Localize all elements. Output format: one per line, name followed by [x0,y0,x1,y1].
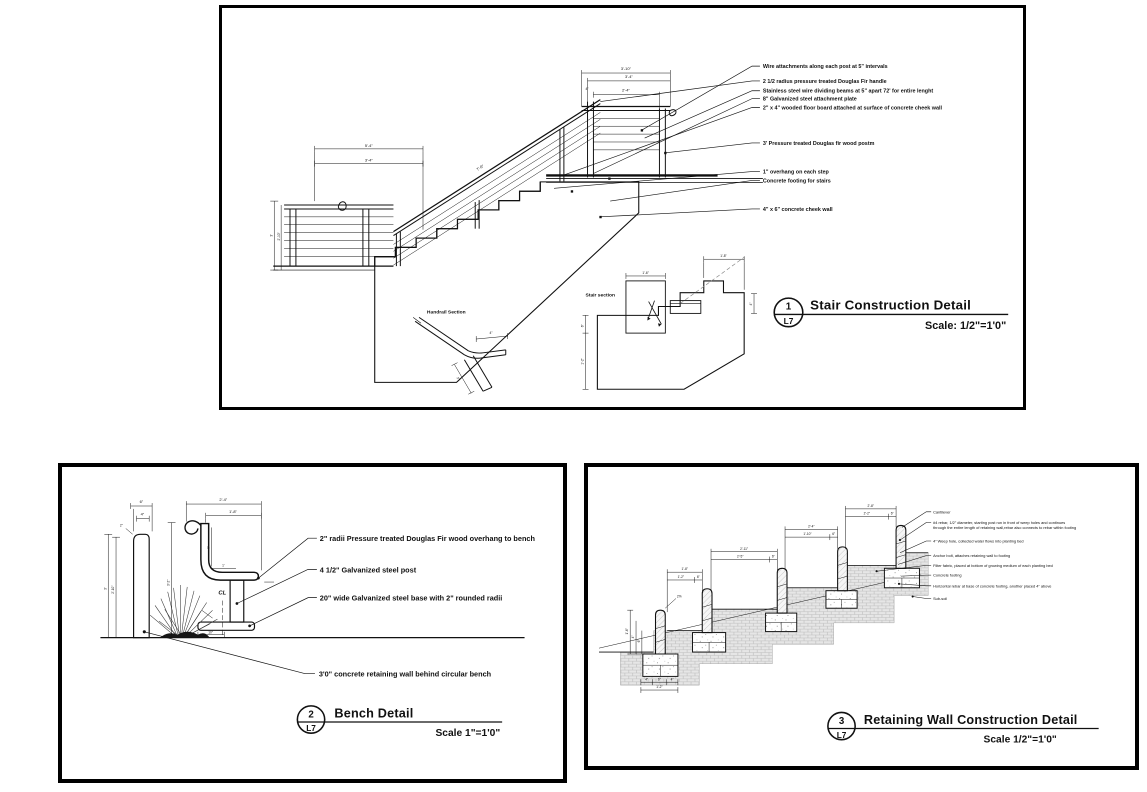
dim-label: 4" [670,677,674,682]
stair-elevation [273,100,763,383]
dim-label: 2'-10" [277,232,282,241]
annotation: Wire attachments along each post at 5" intervals [762,64,888,71]
dim-label: 2" [119,523,123,528]
dim-label: 2'-4" [808,524,815,529]
dim-label: 1'-2" [677,575,685,580]
detail-scale: Scale 1"=1'0" [435,728,501,740]
annotation: 20" wide Galvanized steel base with 2" rounded radii [319,593,503,603]
annotation: Horizontal rebar at base of concrete footing, another placed 4" above [933,583,1052,589]
stair-section-label: Stair section [585,293,616,299]
dim-label: 2" [455,376,461,381]
stair-detail-panel [219,5,1026,410]
wall-title-block [828,712,1099,745]
dim-label: 6" [657,677,661,682]
stair-annotations [763,64,943,213]
bench-dimensions [103,497,274,638]
detail-number: 2 [308,709,314,721]
bench-annotations [319,534,535,679]
dim-label: 6" [139,499,144,505]
detail-scale: Scale 1/2"=1'0" [983,734,1057,746]
annotation: Sub-soil [933,595,948,601]
annotation: 8" Galvanized steel attachment plate [762,96,857,103]
centerline-symbol: CL [218,590,227,597]
dim-label: 2'-5" [737,554,744,559]
annotation: 4 1/2" Galvanized steel post [319,565,417,575]
dim-label: 3'-10" [620,66,631,72]
annotation: 3'0" concrete retaining wall behind circular bench [318,669,492,679]
dim-label: 4" [489,331,493,336]
dim-label: 2'-4" [219,497,228,503]
dim-label: 3'-4" [364,157,373,163]
annotation: 2" radii Pressure treated Douglas Fir wood overhang to bench [319,534,535,544]
detail-number: 1 [785,301,792,313]
annotation: Concrete footing [933,572,962,578]
stair-section-drawing [581,254,757,389]
dim-label: 1'-8" [681,567,688,572]
grass [150,585,217,637]
dim-label: 1'-6" [625,628,630,635]
dim-label: 2% [676,594,682,599]
dim-label: 6" [771,554,775,559]
handrail-section-drawing [413,309,508,394]
annotation: 4" Weep hole, collected water flows into planting bed [933,538,1024,544]
annotation: 1" overhang on each step [762,169,829,176]
annotation: through the entire length of retaining wall,rebar also connects to rebar within footing [933,524,1077,530]
dim-label: 2'-10" [111,585,116,594]
annotation: Stainless steel wire dividing beams at 5" apart 72' for entire lenght [762,88,934,95]
dim-label: 6" [580,324,585,328]
dim-label: 4" [140,511,145,517]
dim-label: 6" [890,511,894,516]
retaining-wall-detail-panel [584,463,1139,770]
annotation: #4 rebar, 1/2" diameter, starting post run in front of weep holes and continues [933,519,1066,525]
dim-label: 1'-8" [720,254,727,259]
stair-title-block [774,297,1008,332]
handrail-section-label: Handrail Section [426,310,466,316]
dim-label: 1'-10" [803,532,812,537]
dim-label: 4" [645,677,649,682]
dim-label: 5'-4" [364,142,373,148]
detail-title: Stair Construction Detail [810,297,972,313]
detail-title: Bench Detail [334,706,414,721]
annotation: Anchor bolt, attaches retaining wall to footing [933,553,1011,559]
bench-detail-drawing [62,467,563,779]
dim-label: 2'-4" [622,87,630,93]
annotation: Filter fabric, placed at bottom of growing medium of each planting bed [933,562,1053,568]
dim-label: 4" [631,635,636,639]
detail-title: Retaining Wall Construction Detail [863,713,1078,728]
dim-label: 10" [208,630,213,635]
annotation: 2 1/2 radius pressure treated Douglas Fir handle [762,78,887,85]
dim-label: 1'-2" [656,685,663,690]
detail-sheet-ref: L7 [783,316,794,327]
annotation: Concrete footing for stairs [762,178,831,185]
dim-label: 2'-8" [867,503,874,508]
dim-label: 3'-2" [166,579,171,586]
dim-label: 6" [636,639,641,643]
retaining-wall-drawing [588,467,1135,766]
annotation: 4" x 6" concrete cheek wall [762,206,833,213]
bench-detail-panel [58,463,567,783]
annotation: 2" x 4" wooded floor board attached at surface of concrete cheek wall [762,105,942,112]
dim-label: 6" [832,532,836,537]
detail-scale: Scale: 1/2"=1'0" [925,320,1007,333]
detail-sheet-ref: L7 [836,730,847,740]
dim-label: 6" [696,575,700,580]
annotation: 3' Pressure treated Douglas fir wood postm [762,140,875,147]
dim-label: 2'-2" [863,511,871,516]
dim-label: 1'-2" [580,358,585,365]
detail-sheet-ref: L7 [306,724,316,734]
bench-title-block [297,706,502,739]
dim-label: 3' [269,234,274,237]
dim-label: 1'-6" [642,270,649,275]
stair-detail-drawing [222,8,1023,407]
dim-label: 4" [749,302,754,306]
dim-label: 1' [206,546,211,549]
dim-label: 3' [103,587,108,590]
annotation: Cantilever [933,509,951,515]
dim-label: 3'-4" [624,73,633,79]
dim-label: 4" [585,86,589,91]
dim-label: 7'-6" [475,163,485,172]
dim-label: 1' [222,563,225,568]
dim-label: 1'-8" [229,508,237,514]
wall-annotations [933,509,1076,601]
detail-number: 3 [838,716,845,728]
dim-label: 2'-11" [740,546,749,551]
